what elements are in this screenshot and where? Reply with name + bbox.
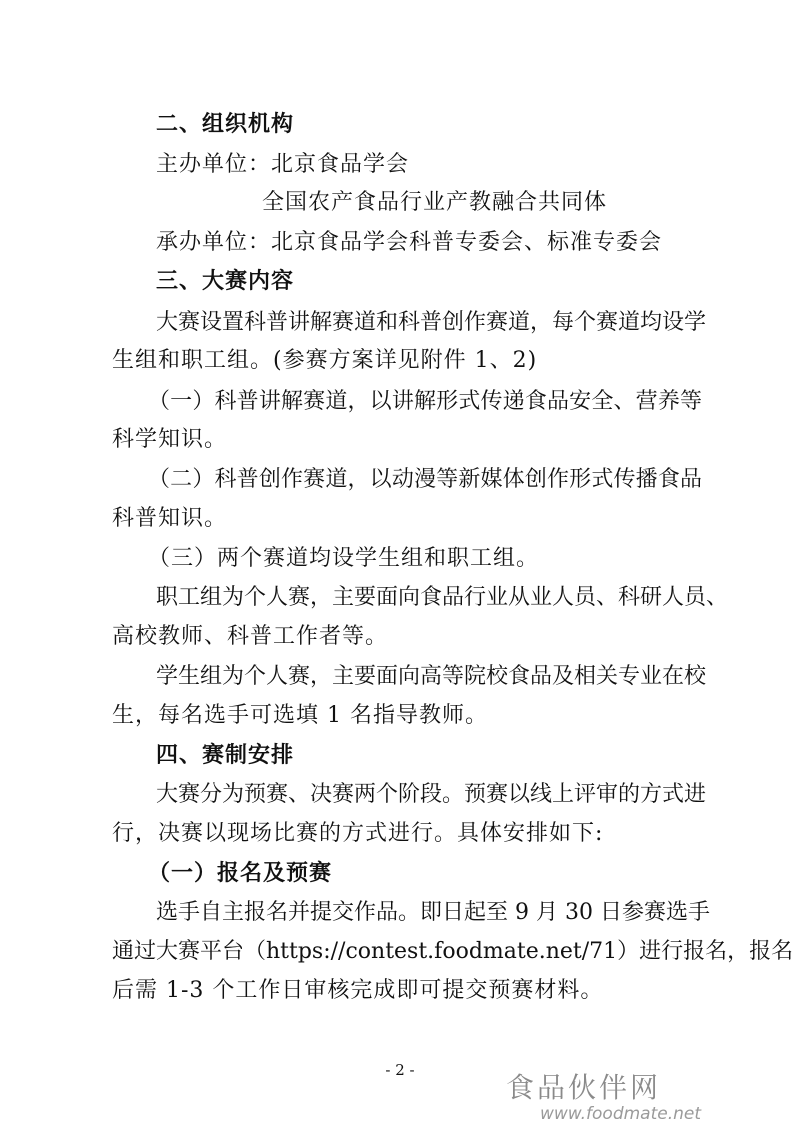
section-heading-schedule: 四、赛制安排 (156, 743, 295, 768)
paragraph-line: 学生组为个人赛，主要面向高等院校食品及相关专业在校 (156, 664, 707, 689)
paragraph-line: 通过大赛平台（https://contest.foodmate.net/71）进行报名，报名 (112, 939, 794, 964)
paragraph-line: 大赛设置科普讲解赛道和科普创作赛道，每个赛道均设学 (156, 310, 707, 335)
paragraph-line: （二）科普创作赛道，以动漫等新媒体创作形式传播食品 (148, 467, 702, 492)
paragraph-line: 行，决赛以现场比赛的方式进行。具体安排如下: (112, 821, 604, 846)
co-organizer-line: 承办单位：北京食品学会科普专委会、标准专委会 (156, 230, 663, 255)
section-heading-organization: 二、组织机构 (156, 112, 295, 137)
paragraph-line: 科学知识。 (112, 427, 228, 452)
paragraph-line: 职工组为个人赛，主要面向食品行业从业人员、科研人员、 (156, 585, 729, 610)
watermark-name: 食品伙伴网 (506, 1071, 662, 1104)
paragraph-line: （三）两个赛道均设学生组和职工组。 (148, 546, 540, 571)
organizer-line-continued: 全国农产食品行业产教融合共同体 (262, 190, 608, 215)
section-heading-contest-content: 三、大赛内容 (156, 269, 295, 294)
paragraph-line: 科普知识。 (112, 506, 228, 531)
watermark (506, 1072, 796, 1128)
paragraph-line: （一）科普讲解赛道，以讲解形式传递食品安全、营养等 (148, 389, 702, 414)
paragraph-line: 选手自主报名并提交作品。即日起至 9 月 30 日参赛选手 (156, 900, 710, 925)
paragraph-line: 后需 1-3 个工作日审核完成即可提交预赛材料。 (112, 978, 604, 1003)
page-number: - 2 - (385, 1061, 415, 1079)
paragraph-line: 生，每名选手可选填 1 名指导教师。 (112, 703, 488, 728)
organizer-line: 主办单位：北京食品学会 (156, 152, 410, 177)
paragraph-line: 生组和职工组。(参赛方案详见附件 1、2) (112, 348, 538, 373)
subsection-heading-registration: （一）报名及预赛 (148, 861, 333, 886)
paragraph-line: 高校教师、科普工作者等。 (112, 624, 389, 649)
watermark-url: www.foodmate.net (540, 1104, 702, 1124)
paragraph-line: 大赛分为预赛、决赛两个阶段。预赛以线上评审的方式进 (156, 782, 707, 807)
